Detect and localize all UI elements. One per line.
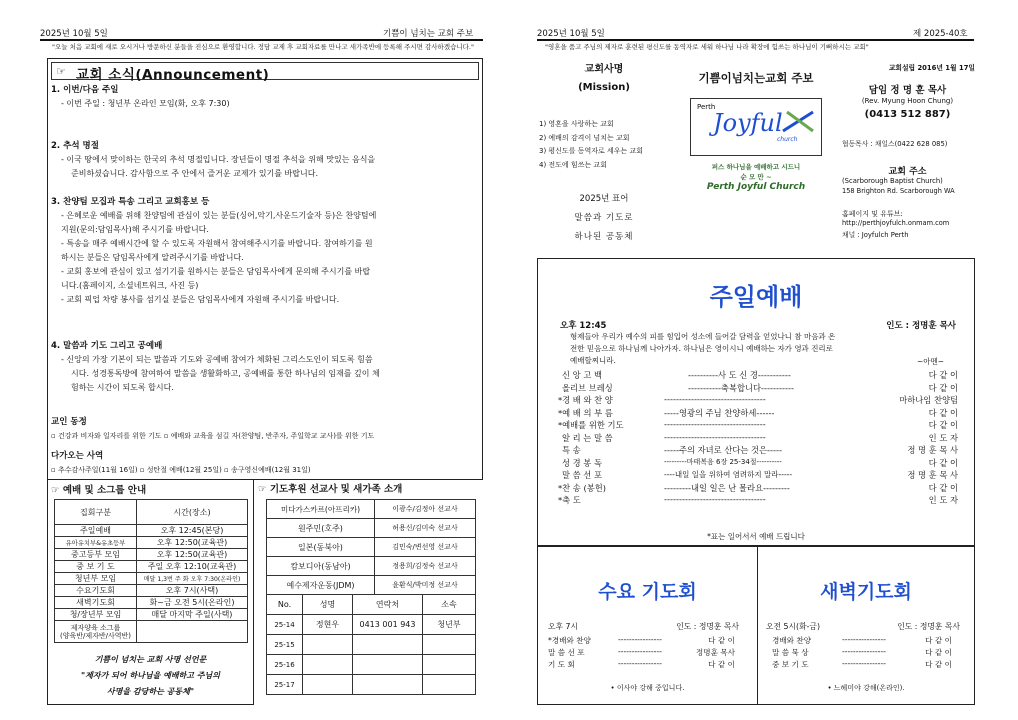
col-header: 소속: [423, 595, 476, 615]
announcement-title: 교회 소식(Announcement): [76, 67, 270, 83]
dawn-prayer-box: [757, 546, 975, 705]
col-header: 연락처: [353, 595, 423, 615]
order-row: [538, 494, 974, 507]
newcomer-table: [266, 594, 476, 695]
cell: 정현우: [303, 615, 353, 635]
cell: [423, 655, 476, 675]
church-logo: [690, 98, 822, 156]
dawn-leader: 인도 : 정명훈 목사: [897, 622, 960, 631]
left-header-title: 기쁨이 넘치는 교회 주보: [383, 29, 474, 39]
table-row: [267, 675, 476, 695]
announce-item-head: 3. 찬양팀 모집과 특송 그리고 교회홍보 등: [51, 197, 210, 207]
cell: 청/장년부 모임: [55, 609, 137, 621]
sunday-time: 오후 12:45: [560, 321, 607, 331]
order-label: 특 송: [562, 445, 581, 455]
pastor-name: 담임 정 명 훈 목사: [868, 85, 947, 96]
address-line-2: 158 Brighton Rd. Scarborough WA: [842, 187, 955, 195]
slogan-line-3: 사명을 감당하는 공동체": [106, 686, 195, 696]
order-leader: 다 같 이: [928, 382, 958, 393]
order-leader: 다 같 이: [928, 457, 958, 468]
sunday-title: 주일예배: [709, 283, 803, 311]
cell: [353, 675, 423, 695]
announce-line: 험하는 시간이 되도록 합시다.: [71, 383, 174, 392]
order-row: [538, 407, 974, 420]
dawn-row: 중 보 기 도 ---------------- 다 같 이: [772, 659, 952, 669]
table-header-row: [267, 595, 476, 615]
slogan-line-2: "제자가 되어 하나님을 예배하고 주님의: [81, 670, 220, 680]
order-content: ----------사 도 신 경-----------: [688, 370, 791, 380]
order-content: ---------내일 일은 난 몰라요---------: [664, 482, 790, 493]
table-row: [267, 635, 476, 655]
table-row: [267, 615, 476, 635]
order-label: *예배를 위한 기도: [558, 420, 624, 430]
logo-subtext: church: [777, 136, 798, 143]
announce-line: 지원(문의:담임목사)해 주시기를 바랍니다.: [61, 225, 209, 234]
right-header-rule: [537, 39, 974, 41]
bulletin-title: 기쁨이넘치는교회 주보: [698, 71, 814, 85]
sunday-intro-2: 전한 믿음으로 하나님께 나아가자. 하나님은 영이시니 예배하는 자가 영과 진리로: [570, 344, 833, 353]
order-content: -----------축복합니다-----------: [688, 382, 794, 393]
cell: 중 보 기 도: [55, 561, 137, 573]
mission-item: 2) 예배의 감격이 넘치는 교회: [539, 133, 630, 142]
table-row: [267, 538, 476, 557]
sunday-amen: ~아멘~: [916, 357, 944, 366]
table-row: [55, 585, 248, 597]
worship-schedule-table: [54, 499, 248, 643]
order-label: 말 씀 선 포: [562, 470, 602, 480]
cell: 허용신/김미숙 선교사: [375, 519, 476, 538]
cell: [303, 675, 353, 695]
sunday-intro-3: 예배할찌니라.: [570, 356, 616, 365]
brand-caption-1: 퍼스 하나님을 예배하고 시드니: [711, 163, 801, 171]
order-row: [538, 369, 974, 382]
order-content: ---------마태복음 6장 25-34절----------: [664, 457, 782, 466]
order-content: ----내일 일을 위하여 염려하지 말라-----: [664, 470, 793, 479]
table-row: [55, 537, 248, 549]
announce-line: 니다.(홈페이지, 소셜네트워크, 사진 등): [61, 281, 199, 290]
cell: 캄보디아(동남아): [267, 557, 375, 576]
announce-item-head: 4. 말씀과 기도 그리고 공예배: [51, 341, 163, 351]
table-row: [55, 609, 248, 621]
logo-city: Perth: [697, 103, 716, 111]
missionary-table: [266, 499, 476, 595]
prayer-text: ▫ 건강과 비자와 일자리를 위한 기도 ▫ 예배와 교육을 섬길 자(찬양팀, 반주자, 주일학교 교사)를 위한 기도: [51, 432, 375, 440]
pastor-name-en: (Rev. Myung Hoon Chung): [861, 97, 954, 105]
mission-subtitle: (Mission): [578, 82, 630, 93]
dawn-note: • 느헤미야 강해(온라인).: [827, 684, 905, 692]
wed-row-label: 기 도 회: [548, 660, 575, 669]
mission-item: 1) 영혼을 사랑하는 교회: [539, 120, 614, 128]
prayer-section: [51, 415, 477, 449]
announcement-list: [51, 83, 477, 479]
announce-line: 준비하셨습니다. 감사함으로 주 안에서 즐거운 교제가 있기를 바랍니다.: [71, 169, 318, 178]
wed-row-label: 말 씀 선 포: [548, 648, 585, 657]
table-row: [55, 525, 248, 537]
address-line-1: (Scarborough Baptist Church): [842, 177, 943, 185]
missions-box: [258, 479, 482, 705]
brand-column: [676, 58, 836, 208]
cell: 윤환식/박미정 선교사: [375, 576, 476, 595]
standing-note: *표는 일어서서 예배 드립니다: [707, 532, 805, 541]
order-row: [538, 419, 974, 432]
order-leader: 인 도 자: [928, 432, 958, 443]
order-row: [538, 457, 974, 470]
cell: 오후 12:45(본당): [137, 525, 248, 537]
dawn-row-leader: 다 같 이: [925, 636, 952, 645]
col-header: No.: [267, 595, 303, 615]
cell: 25-16: [267, 655, 303, 675]
announce-line: 하시는 분들은 담임목사에게 알려주시기를 바랍니다.: [61, 253, 244, 262]
table-row: [267, 557, 476, 576]
prayer-head: 교인 동정: [51, 417, 87, 427]
wed-row: 기 도 회 ---------------- 다 같 이: [548, 659, 735, 669]
dawn-row-leader: 다 같 이: [925, 660, 952, 669]
order-row: [538, 394, 974, 407]
associate-pastor: 협동목사 : 채일스(0422 628 085): [842, 140, 948, 148]
order-content: ----------------------------------: [664, 394, 766, 404]
motto-line-2: 하나된 공동체: [574, 232, 634, 242]
slogan-line-1: 기쁨이 넘치는 교회 사명 선언문: [94, 654, 207, 664]
announce-line: - 신앙의 가장 기본이 되는 말씀과 기도와 공예배 참여가 체화된 그리스도인이 되도록 힘씀: [61, 355, 373, 364]
dawn-row: 말 씀 묵 상 ---------------- 다 같 이: [772, 647, 952, 657]
worship-guide-title: 예배 및 소그룹 안내: [62, 485, 147, 496]
table-row: [267, 576, 476, 595]
cell: 25-14: [267, 615, 303, 635]
missions-title: 기도후원 선교사 및 새가족 소개: [269, 484, 403, 495]
cell: 청년부 모임: [55, 573, 137, 585]
order-label: *예 배 의 부 름: [558, 407, 613, 418]
announcement-title-bar: [51, 62, 479, 83]
order-label: 신 앙 고 백: [562, 370, 602, 380]
dawn-row-label: 말 씀 묵 상: [772, 648, 809, 657]
announce-item-head: 1. 이번/다음 주일: [51, 85, 119, 95]
church-info-column: [840, 58, 975, 248]
order-row: [538, 432, 974, 445]
logo-wordmark: Joyful: [713, 109, 783, 137]
announce-item: [51, 83, 477, 139]
order-content: -----주의 자녀로 산다는 것은-----: [664, 445, 782, 455]
sunday-worship-box: [537, 258, 975, 546]
cell: 김민숙/변선영 선교사: [375, 538, 476, 557]
table-row: [267, 500, 476, 519]
cell: 예수제자운동(JDM): [267, 576, 375, 595]
table-row: [267, 655, 476, 675]
announce-item-head: 2. 추석 명절: [51, 141, 99, 151]
wednesday-title: 수요 기도회: [598, 581, 697, 603]
wed-row-leader: 다 같 이: [708, 636, 735, 645]
cell: 25-15: [267, 635, 303, 655]
dawn-row-label: 경배와 찬양: [772, 636, 812, 645]
sunday-leader: 인도 : 정명훈 목사: [886, 321, 956, 331]
dawn-row-label: 중 보 기 도: [772, 660, 809, 669]
cell: [303, 635, 353, 655]
announce-line: - 은혜로운 예배를 위해 찬양팀에 관심이 있는 분들(싱어,악기,사운드기술자 등)은 찬양팀에: [61, 211, 377, 220]
worship-guide-box: [47, 479, 254, 705]
worship-guide-header: [51, 482, 146, 496]
left-header-rule: [40, 39, 483, 41]
cell: 중고등부 모임: [55, 549, 137, 561]
founded-date: 교회설립 2016년 1월 17일: [888, 64, 975, 72]
announcement-box: [47, 58, 483, 480]
order-label: *찬 송 (봉헌): [558, 482, 606, 493]
cell: 원주민(호주): [267, 519, 375, 538]
cell: 새벽기도회: [55, 597, 137, 609]
mission-list: [539, 118, 643, 172]
dawn-row-leader: 다 같 이: [925, 648, 952, 657]
wed-row-leader: 정명훈 목사: [695, 648, 735, 657]
youtube-channel: 채널 : Joyfulch Perth: [842, 231, 909, 239]
announce-line: - 교회 픽업 차량 봉사를 섬기실 분들은 담임목사에게 자원해 주시기를 바랍니다.: [61, 295, 340, 304]
announce-line: - 이번 주일 : 청년부 온라인 모임(화, 오후 7:30): [61, 99, 230, 108]
order-label: 성 경 봉 독: [562, 457, 602, 468]
announce-line: - 특송을 매주 예배시간에 할 수 있도록 자원해서 참여해주시기를 바랍니다. 참여하기를 원: [61, 239, 373, 248]
mission-item: 4) 전도에 힘쓰는 교회: [539, 160, 607, 169]
announce-item: [51, 339, 477, 415]
cell: 오후 12:50(교육관): [137, 537, 248, 549]
order-label: 올리브 브레싱: [562, 382, 613, 393]
cell: 수요기도회: [55, 585, 137, 597]
announce-line: - 이국 땅에서 맞이하는 한국의 추석 명절입니다. 장년들이 명절 추석을 위해 맛있는 음식을: [61, 155, 376, 164]
announce-item: [51, 139, 477, 195]
order-content: -----영광의 주님 찬양하세------: [664, 407, 775, 418]
left-motto: "오늘 처음 교회에 새로 오시거나 방문하신 분들을 진심으로 환영합니다. 정담 교제 후 교회자료를 만나고 새가족반에 등록해 주시면 감사하겠습니다.": [52, 43, 474, 51]
motto-year: 2025년 표어: [579, 194, 629, 204]
cell: 주일예배: [55, 525, 137, 537]
wed-row-label: *경배와 찬양: [548, 636, 591, 645]
order-row: [538, 469, 974, 482]
order-leader: 다 같 이: [928, 420, 958, 430]
sunday-intro-1: 형제들아 우리가 예수의 피를 힘입어 성소에 들어갈 담력을 얻었나니 참 마음과 온: [570, 332, 836, 341]
wed-row-leader: 다 같 이: [708, 660, 735, 669]
order-leader: 인 도 자: [928, 495, 958, 505]
order-label: *축 도: [558, 495, 581, 505]
order-leader: 정 명 훈 목 사: [907, 470, 958, 480]
cell: 주일 오후 12:10(교육관): [137, 561, 248, 573]
cell: 일본(동북아): [267, 538, 375, 557]
wednesday-note: • 이사야 강해 중입니다.: [610, 684, 685, 692]
events-section: [51, 449, 477, 479]
wed-row: *경배와 찬양 ---------------- 다 같 이: [548, 635, 735, 645]
table-row: [55, 561, 248, 573]
cell: 미다가스카르(아프리카): [267, 500, 375, 519]
events-text: ▫ 추수감사주일(11월 16일) ▫ 성탄절 예배(12월 25일) ▫ 송구영신예배(12월 31일): [51, 466, 311, 474]
website-link[interactable]: http://perthjoyfulch.onmam.com: [842, 219, 950, 227]
wednesday-time: 오후 7시: [548, 622, 579, 631]
missions-header: [258, 481, 402, 495]
order-row: [538, 482, 974, 495]
cell: [137, 621, 248, 643]
announce-line: 시다. 성경통독방에 참여하여 말씀을 생활화하고, 공예배를 통한 하나님의 임재를 깊이 체: [71, 369, 380, 378]
cell: [353, 635, 423, 655]
dawn-title: 새벽기도회: [820, 581, 912, 603]
pastor-phone: (0413 512 887): [864, 109, 951, 120]
table-row: [55, 549, 248, 561]
cell: 유아유치부&유초등부: [55, 537, 137, 549]
col-header: 집회구분: [55, 500, 137, 525]
wed-row: 말 씀 선 포 ---------------- 정명훈 목사: [548, 647, 735, 657]
order-row: [538, 382, 974, 395]
brand-caption-2: 순 모 만 ~: [740, 173, 772, 181]
address-head: 교회 주소: [888, 167, 927, 177]
cell: 25-17: [267, 675, 303, 695]
cell: 청년부: [423, 615, 476, 635]
order-leader: 마하나임 찬양팀: [899, 395, 958, 405]
cell: 오후 12:50(교육관): [137, 549, 248, 561]
order-content: ----------------------------------: [664, 494, 766, 504]
order-leader: 다 같 이: [928, 482, 958, 493]
wednesday-leader: 인도 : 정명훈 목사: [676, 622, 739, 631]
cell: 화~금 오전 5시(온라인): [137, 597, 248, 609]
cell: 제자양육 소그룹 (양육반/제자반/사역반): [55, 621, 137, 643]
dawn-time: 오전 5시(화-금): [766, 622, 820, 631]
mission-column: [537, 58, 671, 248]
order-label: *경 배 와 찬 양: [558, 395, 613, 405]
wednesday-prayer-box: [537, 546, 758, 705]
table-row: [55, 597, 248, 609]
cell: [303, 655, 353, 675]
cross-icon: [779, 109, 817, 135]
cell: [423, 635, 476, 655]
mission-title: 교회사명: [584, 64, 624, 75]
order-row: [538, 444, 974, 457]
cell: 매달 마지막 주일(사택): [137, 609, 248, 621]
order-content: ----------------------------------: [664, 431, 766, 442]
announce-item: [51, 195, 477, 339]
events-head: 다가오는 사역: [51, 451, 104, 461]
mission-item: 3) 평신도를 동역자로 세우는 교회: [539, 147, 643, 155]
pointing-hand-icon: ☞: [51, 485, 63, 496]
cell: 오후 7시(사택): [137, 585, 248, 597]
table-row: [267, 519, 476, 538]
order-leader: 다 같 이: [928, 407, 958, 418]
pointing-hand-icon: ☞: [56, 65, 66, 78]
right-header-issue: 제 2025-40호: [913, 29, 968, 39]
cell: 0413 001 943: [353, 615, 423, 635]
left-header-date: 2025년 10월 5일: [40, 29, 108, 39]
right-motto: "영혼을 품고 주님의 제자로 훈련된 평신도를 동역자로 세워 하나님 나라 확장에 힘쓰는 하나님이 기뻐하시는 교회": [545, 43, 869, 51]
announce-line: - 교회 홍보에 관심이 있고 섬기기를 원하시는 분들은 담임목사에게 문의해 주시기를 바랍: [61, 267, 371, 276]
order-leader: 다 같 이: [928, 370, 958, 380]
table-row: [55, 621, 248, 643]
web-head: 홈페이지 및 유튜브:: [842, 210, 903, 218]
right-header-date: 2025년 10월 5일: [537, 29, 605, 39]
motto-line-1: 말씀과 기도로: [574, 213, 634, 223]
cell: 정용희/김정숙 선교사: [375, 557, 476, 576]
col-header: 시간(장소): [137, 500, 248, 525]
brand-caption-3: Perth Joyful Church: [706, 182, 806, 192]
dawn-row: 경배와 찬양 ---------------- 다 같 이: [772, 635, 952, 645]
cell: [353, 655, 423, 675]
order-of-service: [538, 369, 974, 519]
pointing-hand-icon: ☞: [258, 484, 270, 495]
order-content: ----------------------------------: [664, 419, 766, 429]
cell: 매달 1,3번 주 화 오후 7:30(온라인): [137, 573, 248, 585]
table-row: [55, 573, 248, 585]
order-leader: 정 명 훈 목 사: [907, 445, 958, 455]
cell: 이광수/김정아 선교사: [375, 500, 476, 519]
cell: [423, 675, 476, 695]
col-header: 성명: [303, 595, 353, 615]
order-label: 알 리 는 말 씀: [562, 432, 613, 443]
